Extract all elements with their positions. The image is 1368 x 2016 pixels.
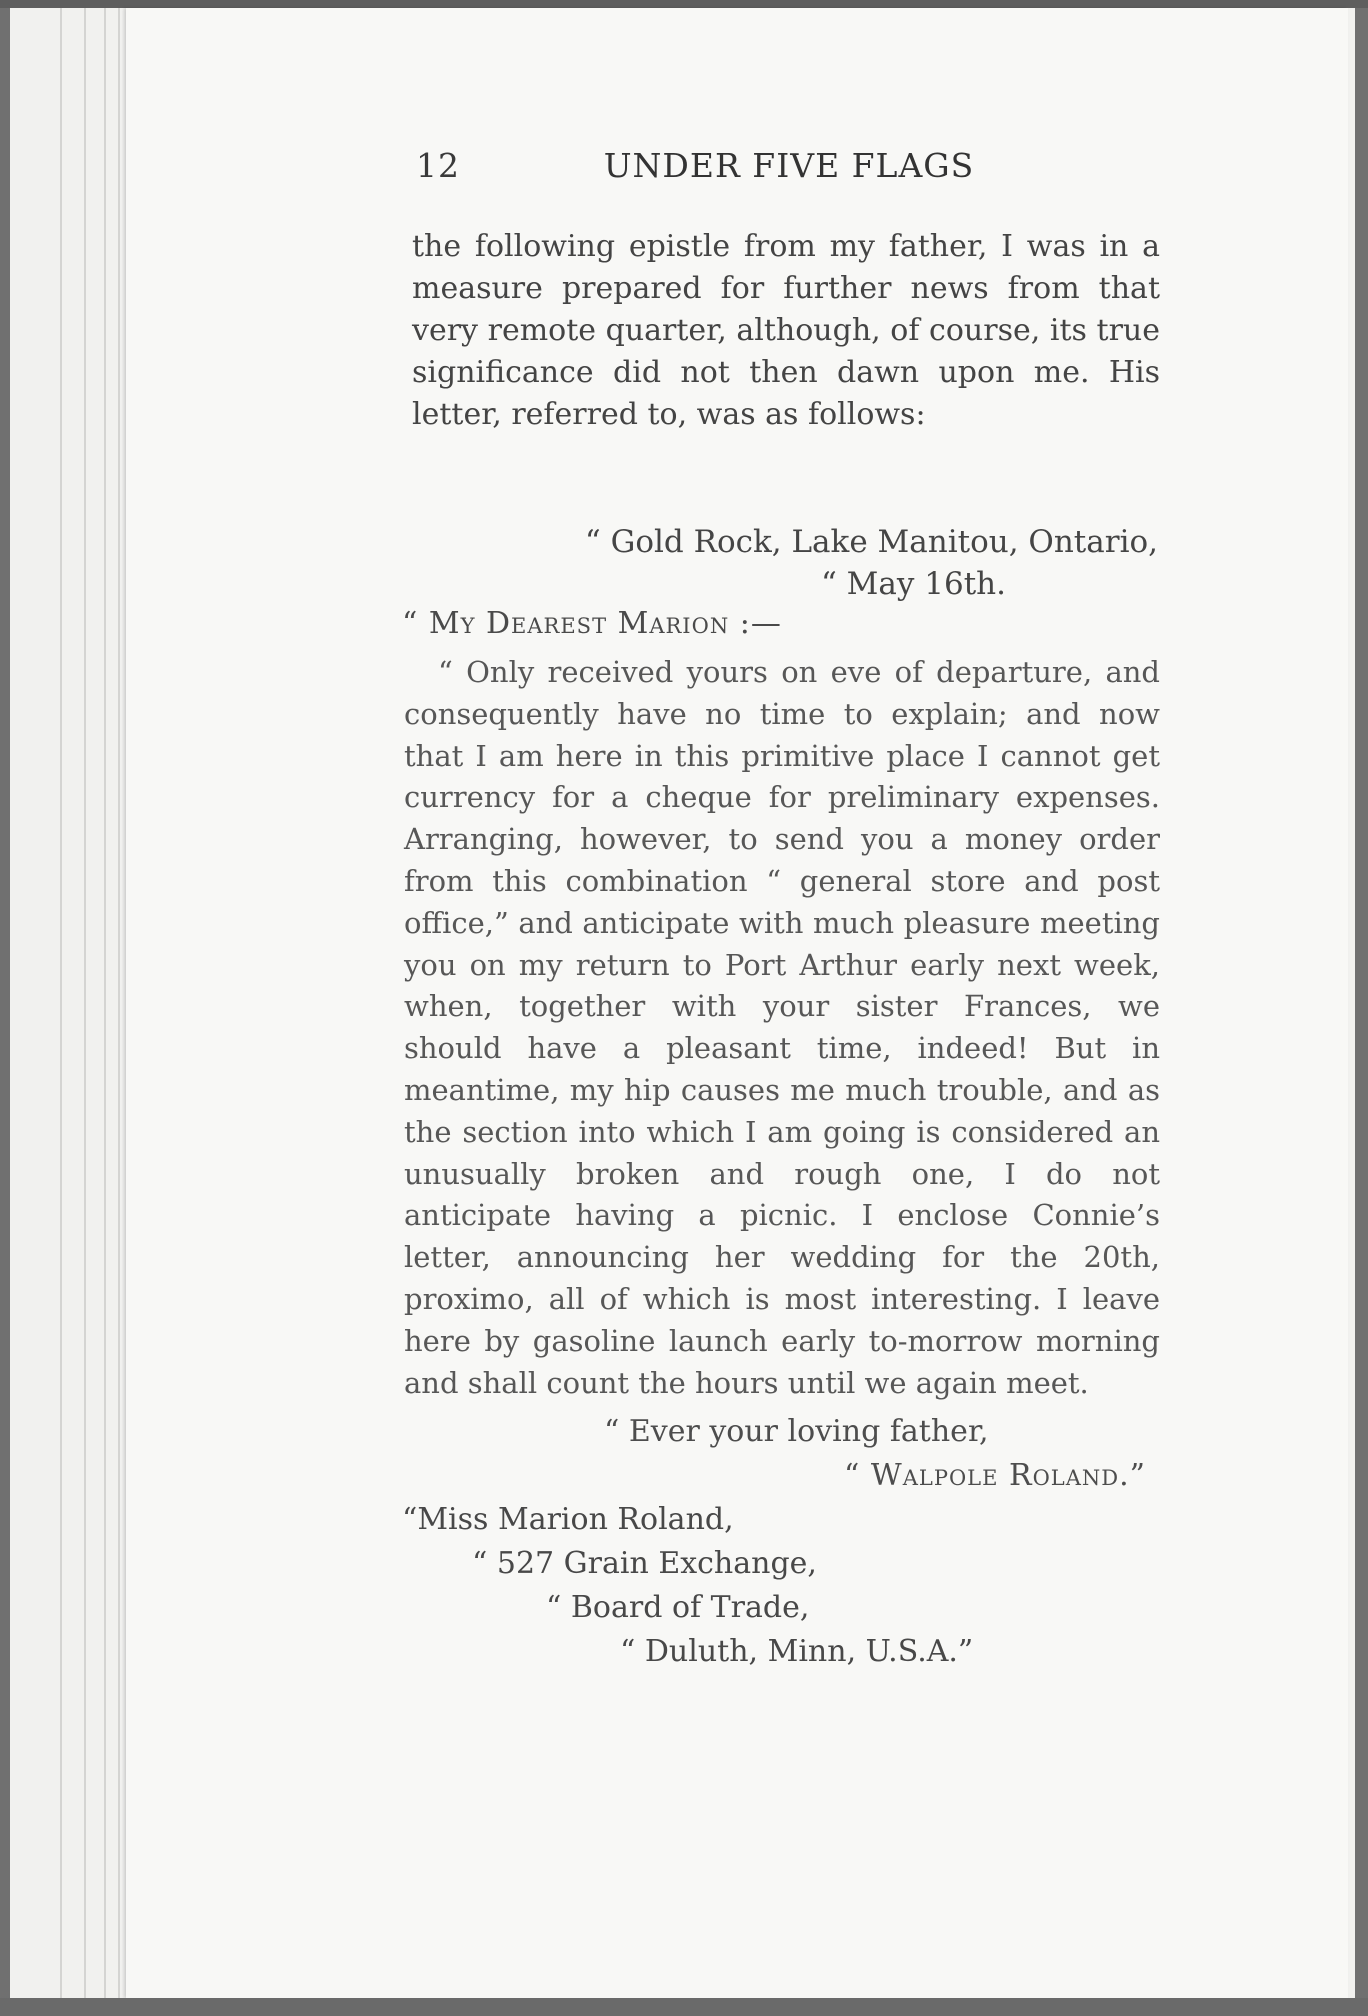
scan-bottom-border — [0, 1998, 1368, 2016]
letter-body: “ Only received yours on eve of departure, and consequently have no time to explain; and now that I am here in this primitive place I cannot get currency for a cheque for preliminary expenses. Arranging, however, to send you a money order from this combination “ general store and post office,” and anticipate with much pleasure meeting you on my return to Port Arthur early next week, when, together with your sister Frances, we should have a pleasant time, indeed! But in meantime, my hip causes me much trouble, and as the section into which I am going is considered an unusually broken and rough one, I do not anticipate having a picnic. I enclose Connie’s letter, announcing her wedding for the 20th, proximo, all of which is most interesting. I leave here by gasoline launch early to-morrow morning and shall count the hours until we again meet. — [404, 655, 1160, 1400]
letter-dateline-date — [412, 566, 1158, 602]
page-edge-line — [104, 8, 106, 1998]
letter-closing: “ Ever your loving father, — [604, 1414, 989, 1449]
page-edge-line — [118, 8, 120, 1998]
page-edge-line — [60, 8, 62, 1998]
letter-salutation: “ My Dearest Marion :— — [402, 606, 782, 641]
address-line: “Miss Marion Roland, — [402, 1502, 734, 1537]
page-edge-line — [84, 8, 86, 1998]
page-number: 12 — [416, 146, 460, 185]
scan-top-border — [0, 0, 1368, 8]
letter-signature: “ Walpole Roland.” — [844, 1458, 1146, 1493]
book-page — [126, 8, 1348, 1998]
opening-paragraph: the following epistle from my father, I was in a measure prepared for further news from that very remote quarter, although, of course, its true significance did not then dawn upon me. His letter, referred to, was as follows: — [412, 229, 1160, 432]
page-content — [126, 8, 1348, 1998]
dateline-date: “ May 16th. — [820, 566, 1006, 602]
address-line: “ 527 Grain Exchange, — [472, 1546, 817, 1581]
letter-dateline — [412, 524, 1158, 560]
address-line: “ Duluth, Minn, U.S.A.” — [620, 1634, 974, 1669]
dateline-place: “ Gold Rock, Lake Manitou, Ontario, — [584, 524, 1158, 560]
book-title: UNDER FIVE FLAGS — [603, 146, 975, 185]
address-line: “ Board of Trade, — [546, 1590, 810, 1625]
running-head — [416, 146, 1162, 190]
